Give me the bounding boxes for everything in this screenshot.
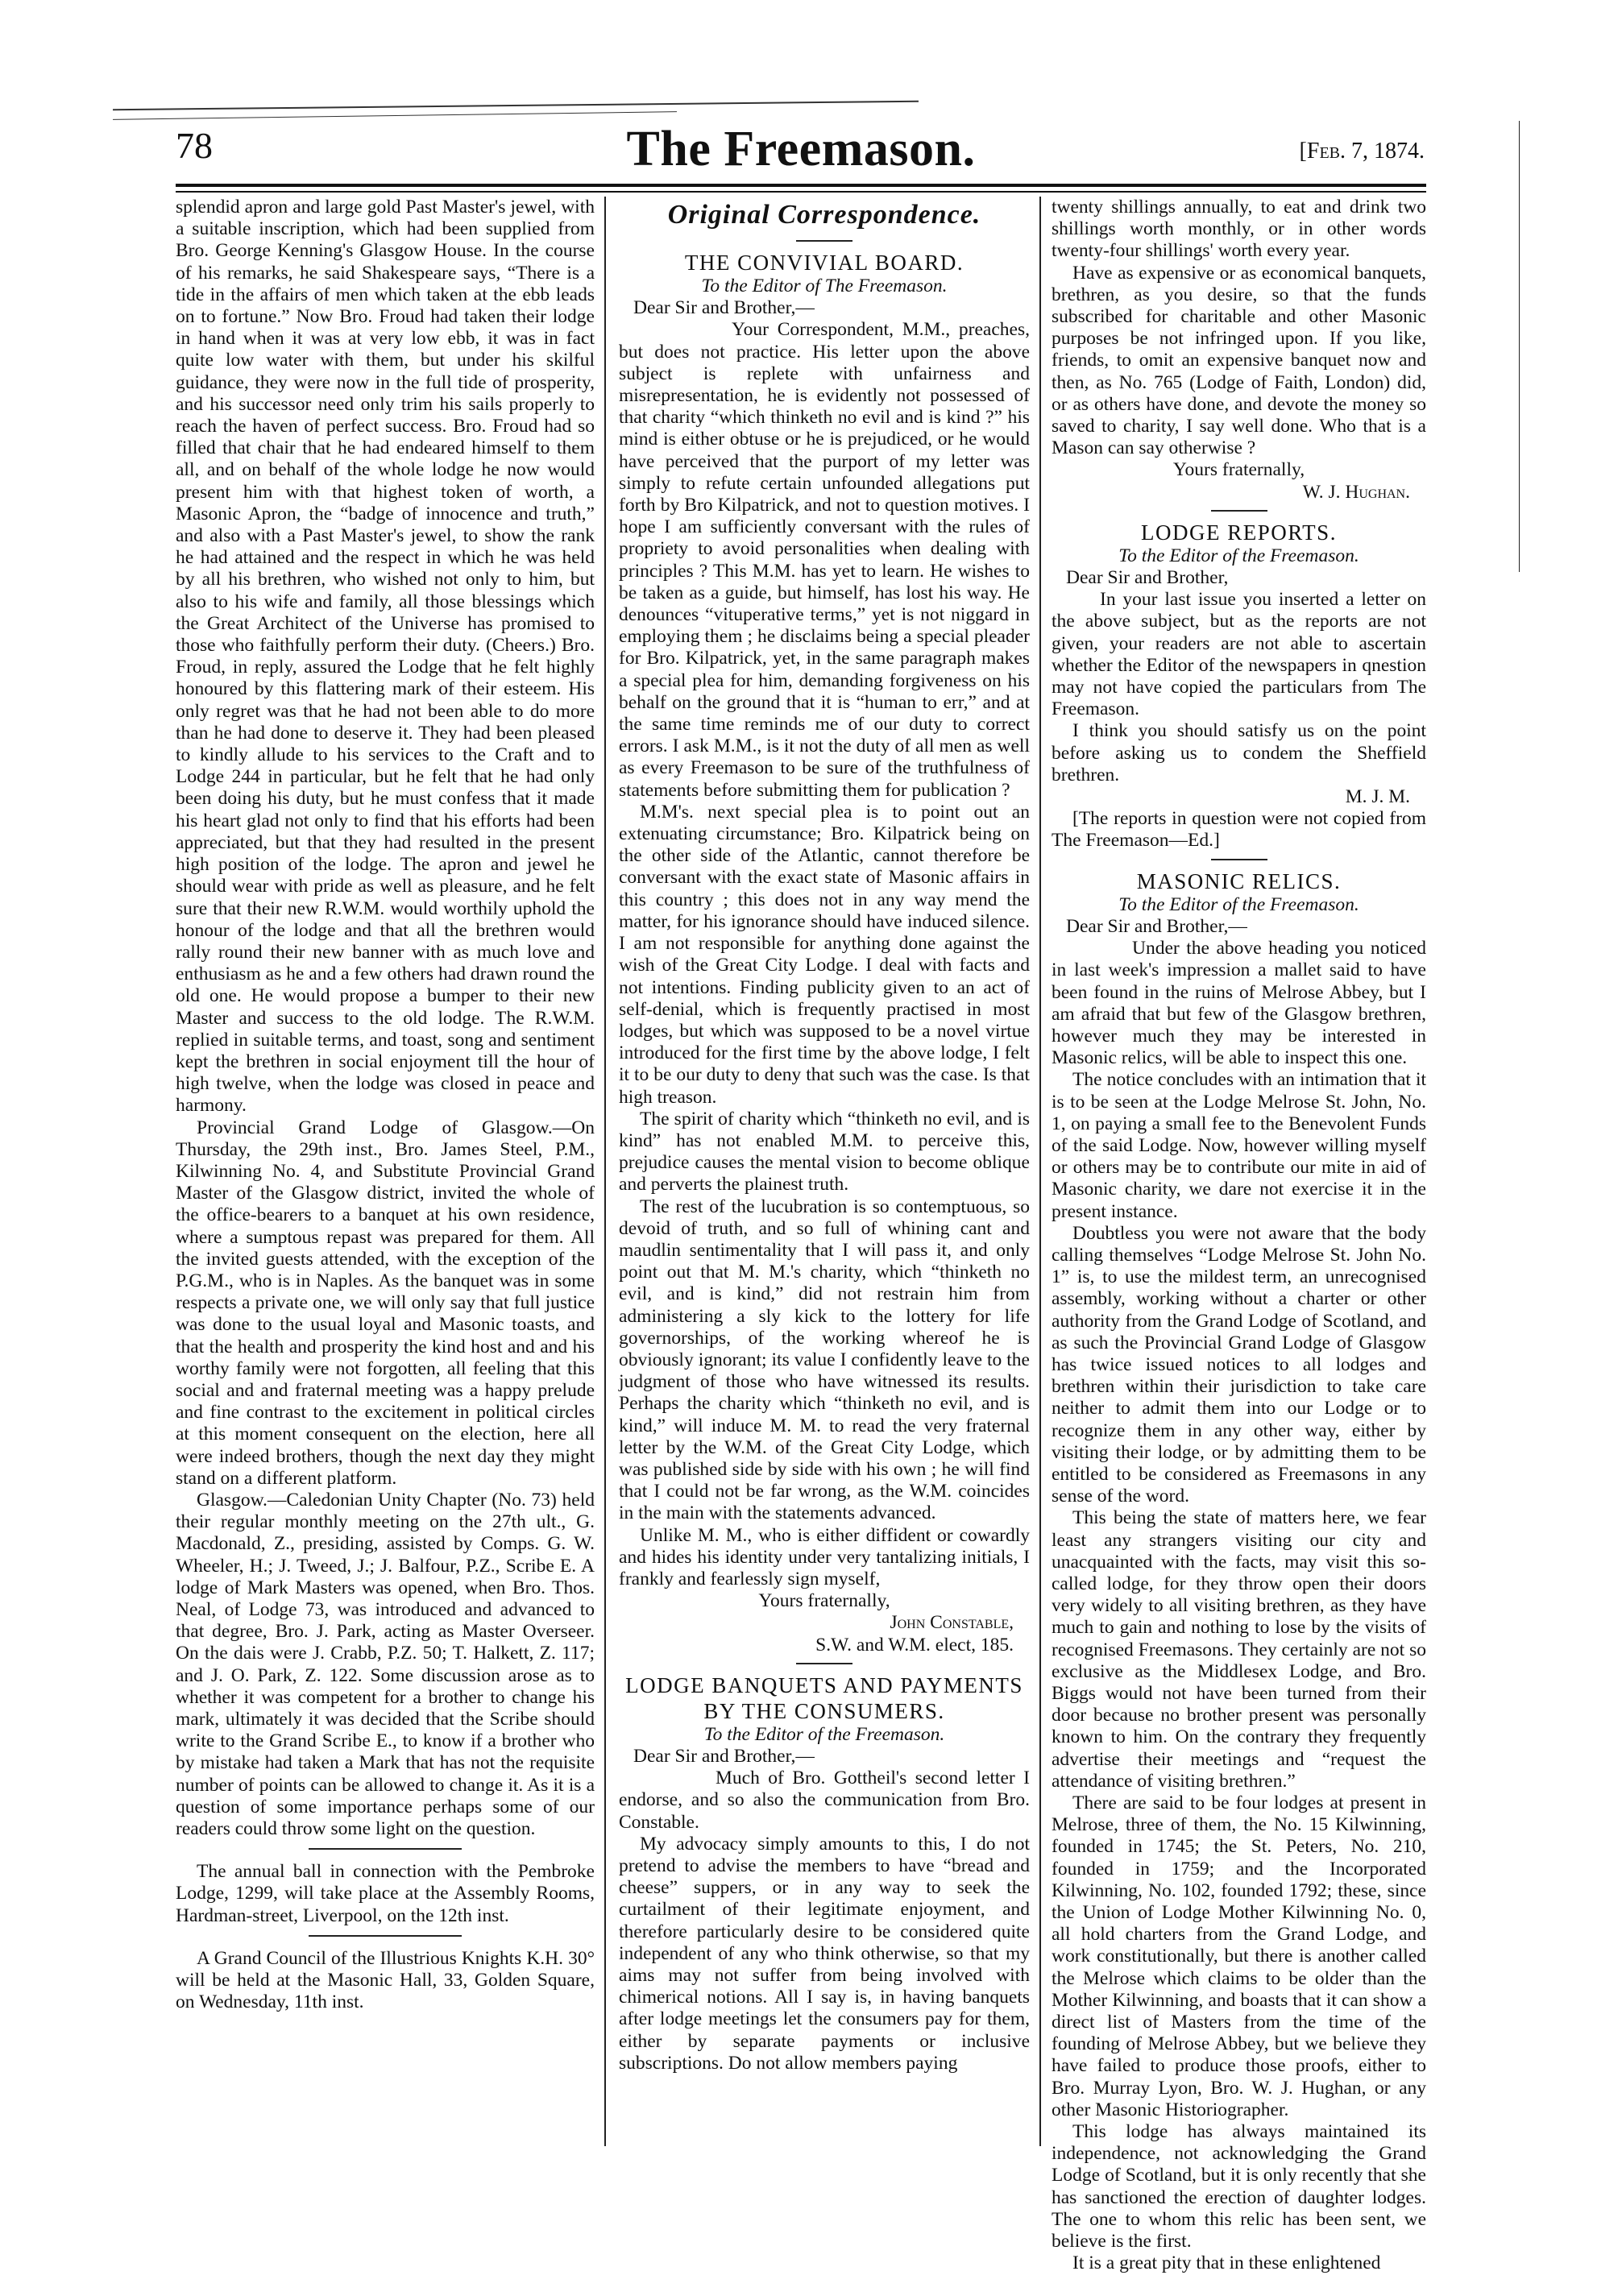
salutation: Dear Sir and Brother,— [633,1746,815,1767]
article-paragraph: Provincial Grand Lodge of Glasgow.—On Thursday, the 29th inst., Bro. James Steel, P.M., Kilwinning No. 4, and Substitute Provincial Grand Master of the Glasgow district, invited the whole of the office-bearers to a banquet at his own residence, where a sumptous repast was prepared for them. All the invited guests attended, with the exception of the P.G.M., who is in Naples. As the banquet was in some respects a private one, we will only say that full justice was done to the usual loyal and Masonic toasts, and that the health and prosperity the kind host and and his worthy family were not forgotten, all feeling that this social and and fraternal meeting was a happy prelude and fine contrast to the excitement in political circles at this moment consequent on the election, here all were indeed brothers, though the next day they might stand on a different platform. [176,1117,595,1489]
closing: Yours fraternally, [758,1590,890,1612]
letter-paragraph: It is a great pity that in these enlightened [1072,2252,1381,2274]
letter-heading: THE CONVIVIAL BOARD. [684,251,964,275]
letter-paragraph: Your Correspondent, M.M., preaches, but does not practice. His letter upon the above subject is replete with unfairness and misrepresentation, he is evidently not possessed of that charity “which thinketh no evil and is kind ?” his mind is either obtuse or he is prejudiced, or he would have perceived that the purport of my letter was simply to refute certain unfounded allegations put forth by Bro Kilpatrick, and not to question motives. I hope I am sufficiently conversant with the rules of propriety to avoid personalities when dealing with principles ? This M.M. has yet to learn. He wishes to be taken as a guide, but himself, has lost his way. He denounces “vituperative terms,” yet is not niggard in employing them ; he disclaims being a special pleader for Bro. Kilpatrick, yet, in the same paragraph makes a special plea for him, demanding forgiveness on his behalf on the ground that it is “human to err,” and at the same time reminds me of our duty to correct errors. I ask M.M., is it not the duty of all men as well as every Freemason to be sure of the truthfulness of statements before submitting them for publication ? [619,319,1030,801]
letter-paragraph: My advocacy simply amounts to this, I do not pretend to advise the members to have “bread and cheese” suppers, or in any way to seek the curtailment of their legitimate enjoyment, and therefore particularly desire to be considered quite independent of any who think otherwise, so that my aims may not suffer from being involved with chimerical notions. All I say is, in having banquets after lodge meetings let the consumers pay for them, either by separate payments or inclusive subscriptions. Do not allow members paying [619,1833,1030,2074]
section-title: Original Correspondence. [667,200,981,230]
page-number: 78 [176,125,213,166]
letter-heading: LODGE REPORTS. [1141,520,1337,545]
masthead-rule [176,184,1426,193]
right-column [1052,197,1426,2274]
letter-paragraph: Have as expensive or as economical banquets, brethren, as you desire, so that the funds subscribed for charitable and other Masonic purposes be not infringed upon. If you like, friends, to omit an expensive banquet now and then, as No. 765 (Lodge of Faith, London) did, or as others have done, and devote the money so saved to charity, I say well done. Who that is a Mason can say otherwise ? [1052,262,1426,459]
letter-paragraph: There are said to be four lodges at present in Melrose, three of them, the No. 15 Kilwinning, founded in 1745; the St. Peters, No. 210, founded in 1759; and the Incorporated Kilwinning, No. 102, founded 1792; these, since the Union of Lodge Mother Kilwinning No. 0, all hold charters from the Grand Lodge, and work constitutionally, but there is another called the Melrose which claims to be older than the Mother Kilwinning, and boasts that it can show a direct list of Masters from the time of the founding of Melrose Abbey, but we believe they have failed to produce those proofs, either to Bro. Murray Lyon, Bro. W. J. Hughan, or any other Masonic Historiographer. [1052,1792,1426,2120]
letter-paragraph: Under the above heading you noticed in last week's impression a mallet said to have been found in the ruins of Melrose Abbey, but I am afraid that but few of the Glasgow brethren, however much they may be interested in Masonic relics, will be able to inspect this one. [1052,938,1426,1069]
separator-rule [1211,859,1267,860]
letter-subheading: To the Editor of the Freemason. [1118,893,1359,915]
letter-paragraph: M.M's. next special plea is to point out an extenuating circumstance; Bro. Kilpatrick being on the other side of the Atlantic, cannot therefore be conversant with the exact state of Masonic affairs in this country ; this does not in any way mend the matter, for his ignorance should have induced silence. I am not responsible for anything done against the wish of the Great City Lodge. I deal with facts and not intentions. Finding publicity given to an act of self-denial, which is frequently practised in most lodges, but which was supposed to be a novel virtue introduced for the first time by the above lodge, I felt it to be our duty to deny that such was the case. Is that high treason. [619,801,1030,1108]
issue-date: [Feb. 7, 1874. [1299,139,1425,164]
signature: John Constable, [890,1612,1014,1634]
signature: M. J. M. [1345,786,1410,808]
editor-note: [The reports in question were not copied from The Freemason—Ed.] [1052,808,1426,852]
letter-paragraph: Doubtless you were not aware that the body calling themselves “Lodge Melrose St. John No. 1” is, to use the mildest term, an unrecognised assembly, working without a charter or other authority from the Grand Lodge of Scotland, and as such the Provincial Grand Lodge of Glasgow has twice issued notices to all lodges and brethren within their jurisdiction to take care neither to admit them into our Lodge or to recognize them in any other way, either by visiting their lodge, or by admitting them to be entitled to be considered as Freemasons in any sense of the word. [1052,1222,1426,1507]
article-paragraph: Glasgow.—Caledonian Unity Chapter (No. 73) held their regular monthly meeting on the 27th ult., G. Macdonald, Z., presiding, assisted by Comps. G. W. Wheeler, H.; J. Tweed, J.; J. Balfour, P.Z., Scribe E. A lodge of Mark Masters was opened, when Bro. Thos. Neal, of Lodge 73, was introduced and advanced to that degree, Bro. J. Park, acting as Master Overseer. On the dais were J. Crabb, P.Z. 50; T. Halkett, Z. 117; and J. O. Park, Z. 122. Some discussion arose as to whether it was competent for a brother to change his mark, ultimately it was decided that the Scribe should write to the Grand Scribe E., to know if a brother who by mistake had taken a Mark that has not the requisite number of points can be allowed to change it. As it is a question of some importance perhaps some of our readers could throw some light on the question. [176,1489,595,1840]
letter-paragraph: Unlike M. M., who is either diffident or cowardly and hides his identity under very tantalizing initials, I frankly and fearlessly sign myself, [619,1524,1030,1589]
signature-title: S.W. and W.M. elect, 185. [815,1634,1014,1656]
separator-rule [309,1935,462,1937]
letter-heading: MASONIC RELICS. [1136,868,1342,893]
article-paragraph: splendid apron and large gold Past Master's jewel, with a suitable inscription, which had been supplied from Bro. George Kenning's Glasgow House. In the course of his remarks, he said Shakespeare says, “There is a tide in the affairs of men which taken at the ebb leads on to fortune.” Now Bro. Froud had taken their lodge in hand when it was at very low ebb, it was in fact quite low water with them, but under his skilful guidance, they were now in the full tide of prosperity, and his successor need only trim his sails properly to reach the haven of perfect success. Bro. Froud had so filled that chair that he had endeared himself to them all, and on behalf of the whole lodge he now would present him with that highest token of worth, a Masonic Apron, the “badge of innocence and truth,” and also with a Past Master's jewel, to show the rank he had attained and the respect in which he was held by all his brethren, who wished not only to him, but also to his wife and family, all those blessings which the Great Architect of the Universe has promised to those who faithfully perform their duty. (Cheers.) Bro. Froud, in reply, assured the Lodge that he felt highly honoured by this flattering mark of their esteem. His only regret was that he had not been able to do more than he had done to deserve it. They had been pleased to kindly allude to his services to the Craft and to Lodge 244 in particular, but he felt that he had only been doing his duty, but he must confess that it made his heart glad not only to find that his efforts had been appreciated, but that they had resulted in the present high position of the lodge. The apron and jewel he should wear with pride as well as pleasure, and he felt sure that their new R.W.M. would worthily uphold the honour of the lodge and that all the brethren would rally round their new banner with as much love and enthusiasm as he and a few others had drawn round the old one. He would propose a bumper to their new Master and success to the old lodge. The R.W.M. replied in suitable terms, and toast, song and sentiment kept the brethren in social enjoyment till the hour of high twelve, when the lodge was closed in peace and harmony. [176,197,595,1117]
separator-rule [309,1848,462,1850]
closing: Yours fraternally, [1172,459,1305,481]
letter-paragraph: This being the state of matters here, we fear least any strangers visiting our city and unacquainted with the facts, may visit this so-called lodge, for they throw open their doors very widely to all visiting brethren, as they have much to gain and nothing to lose by the visits of recognised Freemasons. They certainly are not so exclusive as the Middlesex Lodge, and Bro. Biggs would not have been turned from their door because no brother present was personally known to him. On the contrary they frequently advertise their meetings and “request the attendance of visiting brethren.” [1052,1507,1426,1792]
left-column [176,197,595,2013]
salutation: Dear Sir and Brother, [1066,567,1229,589]
notice-paragraph: The annual ball in connection with the Pembroke Lodge, 1299, will take place at the Assembly Rooms, Hardman-street, Liverpool, on the 12th inst. [176,1861,595,1926]
top-edge-line [113,101,919,110]
letter-subheading: To the Editor of The Freemason. [701,276,948,296]
letter-paragraph: In your last issue you inserted a letter on the above subject, but as the reports are not given, your readers are not able to ascertain whether the Editor of the newspapers in qnestion may not have copied the particulars from The Freemason. [1052,589,1426,720]
letter-subheading: To the Editor of the Freemason. [1118,545,1359,566]
separator-rule [796,240,852,242]
signature: W. J. Hughan. [1302,481,1410,503]
letter-heading: LODGE BANQUETS AND PAYMENTS BY THE CONSUMERS. [625,1672,1023,1723]
column-divider [604,197,606,2146]
letter-paragraph: The notice concludes with an intimation that it is to be seen at the Lodge Melrose St. John, No. 1, on paying a small fee to the Benevolent Funds of the said Lodge. Now, however willing myself or others may be to contribute our mite in aid of Masonic charity, we dare not exercise it in the present instance. [1052,1069,1426,1222]
column-divider [1039,197,1041,2146]
salutation: Dear Sir and Brother,— [633,297,815,319]
letter-paragraph: twenty shillings annually, to eat and drink two shillings worth monthly, or in other words twenty-four shillings' worth every year. [1052,197,1426,262]
separator-rule [796,1663,852,1664]
top-edge-line [113,111,677,120]
masthead [176,121,1426,185]
notice-paragraph: A Grand Council of the Illustrious Knights K.H. 30° will be held at the Masonic Hall, 33, Golden Square, on Wednesday, 11th inst. [176,1947,595,2013]
page-edge [1519,121,1520,572]
letter-subheading: To the Editor of the Freemason. [703,1723,945,1745]
middle-column [619,197,1030,2074]
letter-paragraph: Much of Bro. Gottheil's second letter I endorse, and so also the communication from Bro. Constable. [619,1768,1030,1833]
letter-paragraph: This lodge has always maintained its independence, not acknowledging the Grand Lodge of Scotland, but it is only recently that she has sanctioned the erection of daughter lodges. The one to whom this relic has been sent, we believe is the first. [1052,2121,1426,2252]
newspaper-title: The Freemason. [626,122,976,176]
letter-paragraph: The spirit of charity which “thinketh no evil, and is kind” has not enabled M.M. to perceive this, prejudice causes the mental vision to become oblique and perverts the plainest truth. [619,1108,1030,1196]
separator-rule [1211,510,1267,512]
letter-paragraph: I think you should satisfy us on the point before asking us to condem the Sheffield brethren. [1052,720,1426,785]
salutation: Dear Sir and Brother,— [1066,915,1247,937]
letter-paragraph: The rest of the lucubration is so contemptuous, so devoid of truth, and so full of whining cant and maudlin sentimentality that I will pass it, and only point out that M. M.'s charity, which “thinketh no evil, and is kind,” did not restrain him from administering a sly kick to the lottery for life governorships, of the working whereof he is obviously ignorant; its value I confidently leave to the judgment of those who have witnessed its results. Perhaps the charity which “thinketh no evil, and is kind,” will induce M. M. to read the very fraternal letter by the W.M. of the Great City Lodge, which was published side by side with his own ; he will find that I could not be far wrong, as the W.M. coincides in the main with the statements advanced. [619,1196,1030,1524]
